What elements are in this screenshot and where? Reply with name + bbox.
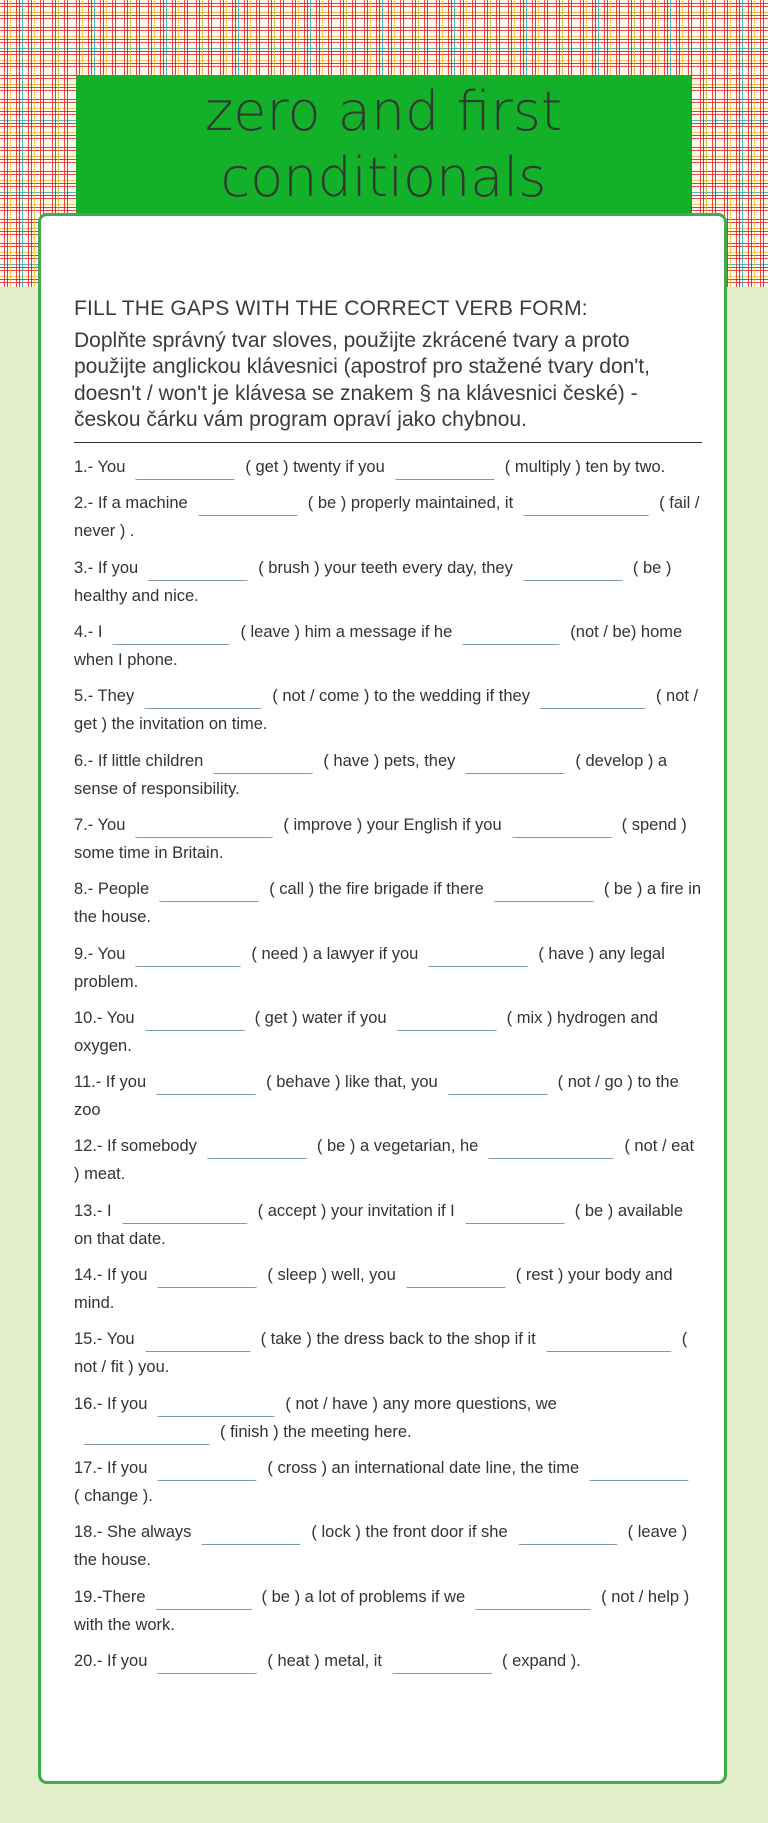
question-text: ( be ) a vegetarian, he (316, 1137, 479, 1156)
answer-blank-input[interactable] (135, 817, 273, 838)
question-item (74, 875, 702, 931)
answer-blank-input[interactable] (84, 1424, 210, 1445)
answer-blank-input[interactable] (546, 1331, 672, 1352)
answer-blank-input[interactable] (540, 688, 646, 709)
answer-blank-input[interactable] (145, 1331, 251, 1352)
title-banner (76, 75, 691, 215)
question-text: ( be ) a fire in the house. (74, 880, 702, 927)
answer-blank-input[interactable] (213, 753, 313, 774)
question-text: ( need ) a lawyer if you (251, 944, 419, 963)
answer-blank-input[interactable] (523, 560, 623, 581)
answer-blank-input[interactable] (156, 1589, 252, 1610)
question-item (74, 1261, 702, 1317)
question-text: 18.- She always (74, 1523, 192, 1542)
question-item (74, 1647, 702, 1675)
question-text: ( change ). (74, 1486, 153, 1505)
answer-blank-input[interactable] (475, 1589, 591, 1610)
question-text: 20.- If you (74, 1651, 148, 1670)
answer-blank-input[interactable] (135, 946, 241, 967)
question-text: ( be ) properly maintained, it (307, 494, 514, 513)
question-item (74, 554, 702, 610)
answer-blank-input[interactable] (406, 1267, 506, 1288)
question-text: ( leave ) the house. (74, 1523, 688, 1570)
question-text: ( be ) available on that date. (74, 1201, 684, 1248)
question-text: ( expand ). (502, 1651, 581, 1670)
answer-blank-input[interactable] (148, 560, 248, 581)
question-text: ( brush ) your teeth every day, they (258, 558, 513, 577)
answer-blank-input[interactable] (589, 1460, 689, 1481)
question-text: ( take ) the dress back to the shop if it (260, 1330, 536, 1349)
question-item (74, 811, 702, 867)
question-text: 17.- If you (74, 1458, 148, 1477)
question-text: 19.-There (74, 1587, 146, 1606)
answer-blank-input[interactable] (159, 881, 259, 902)
question-text: ( heat ) metal, it (267, 1651, 382, 1670)
question-text: ( get ) twenty if you (245, 458, 385, 477)
question-item (74, 1197, 702, 1253)
answer-blank-input[interactable] (135, 459, 235, 480)
question-text: ( behave ) like that, you (266, 1073, 438, 1092)
answer-blank-input[interactable] (201, 1524, 301, 1545)
question-text: ( lock ) the front door if she (311, 1523, 508, 1542)
question-text: ( develop ) a sense of responsibility. (74, 751, 668, 798)
question-text: 4.- I (74, 623, 103, 642)
question-item (74, 618, 702, 674)
question-text: ( accept ) your invitation if I (257, 1201, 455, 1220)
question-text: ( mix ) hydrogen and oxygen. (74, 1008, 658, 1055)
answer-blank-input[interactable] (465, 1203, 565, 1224)
question-text: ( have ) pets, they (323, 751, 456, 770)
question-text: ( not / fit ) you. (74, 1330, 688, 1377)
question-text: 7.- You (74, 815, 126, 834)
answer-blank-input[interactable] (395, 459, 495, 480)
question-text: 14.- If you (74, 1266, 148, 1285)
question-text: (not / be) home when I phone. (74, 623, 683, 670)
question-item (74, 940, 702, 996)
question-text: ( spend ) some time in Britain. (74, 815, 687, 862)
answer-blank-input[interactable] (465, 753, 565, 774)
answer-blank-input[interactable] (518, 1524, 618, 1545)
question-item (74, 1390, 702, 1446)
question-text: ( leave ) him a message if he (240, 623, 453, 642)
question-item (74, 1583, 702, 1639)
question-item (74, 489, 702, 545)
question-item (74, 1454, 702, 1510)
question-text: 16.- If you (74, 1394, 148, 1413)
question-text: ( be ) healthy and nice. (74, 558, 672, 605)
answer-blank-input[interactable] (488, 1138, 614, 1159)
instructions-body: Doplňte správný tvar sloves, použijte zkrácené tvary a proto použijte anglickou klávesnici (apostrof pro stažené tvary don't, doesn't / won't je klávesa se znakem § na klávesnici české) - českou čárku vám program opraví jako chybnou. (74, 329, 650, 431)
page-title: zero and first conditionals (204, 80, 563, 209)
question-text: 8.- People (74, 880, 150, 899)
question-text: 1.- You (74, 458, 126, 477)
question-text: ( finish ) the meeting here. (220, 1422, 412, 1441)
answer-blank-input[interactable] (462, 624, 560, 645)
question-text: ( call ) the fire brigade if there (269, 880, 484, 899)
answer-blank-input[interactable] (144, 688, 262, 709)
question-item (74, 1004, 702, 1060)
question-text: 11.- If you (74, 1073, 147, 1092)
question-text: ( not / eat ) meat. (74, 1137, 695, 1184)
question-text: ( rest ) your body and mind. (74, 1266, 673, 1313)
question-text: 9.- You (74, 944, 126, 963)
question-item (74, 682, 702, 738)
question-text: 10.- You (74, 1008, 135, 1027)
question-text: 3.- If you (74, 558, 139, 577)
question-text: ( not / get ) the invitation on time. (74, 687, 699, 734)
worksheet-content (74, 296, 702, 1683)
question-text: ( sleep ) well, you (267, 1266, 396, 1285)
question-item (74, 747, 702, 803)
answer-blank-input[interactable] (523, 495, 649, 516)
answer-blank-input[interactable] (157, 1653, 257, 1674)
question-item (74, 1068, 702, 1124)
question-item (74, 453, 702, 481)
question-text: ( get ) water if you (254, 1008, 387, 1027)
question-text: 5.- They (74, 687, 135, 706)
question-text: ( not / come ) to the wedding if they (272, 687, 530, 706)
question-text: 6.- If little children (74, 751, 204, 770)
question-item (74, 1518, 702, 1574)
divider (74, 442, 702, 443)
question-text: ( have ) any legal problem. (74, 944, 665, 991)
question-item (74, 1132, 702, 1188)
answer-blank-input[interactable] (157, 1267, 257, 1288)
answer-blank-input[interactable] (494, 881, 594, 902)
answer-blank-input[interactable] (156, 1074, 256, 1095)
question-text: ( not / help ) with the work. (74, 1587, 690, 1634)
question-text: 12.- If somebody (74, 1137, 197, 1156)
answer-blank-input[interactable] (112, 624, 230, 645)
question-text: ( be ) a lot of problems if we (261, 1587, 466, 1606)
answer-blank-input[interactable] (207, 1138, 307, 1159)
question-text: ( fail / never ) . (74, 494, 700, 541)
question-text: 15.- You (74, 1330, 135, 1349)
answer-blank-input[interactable] (397, 1010, 497, 1031)
question-item (74, 1325, 702, 1381)
worksheet-card (38, 213, 727, 1784)
question-text: ( improve ) your English if you (283, 815, 502, 834)
question-text: ( cross ) an international date line, the time (267, 1458, 580, 1477)
answer-blank-input[interactable] (122, 1203, 248, 1224)
question-text: ( not / go ) to the zoo (74, 1073, 679, 1120)
answer-blank-input[interactable] (512, 817, 612, 838)
question-list (74, 453, 702, 1675)
answer-blank-input[interactable] (448, 1074, 548, 1095)
instructions-title: FILL THE GAPS WITH THE CORRECT VERB FORM: (74, 297, 588, 320)
answer-blank-input[interactable] (157, 1460, 257, 1481)
question-text: 13.- I (74, 1201, 112, 1220)
answer-blank-input[interactable] (157, 1396, 275, 1417)
question-text: 2.- If a machine (74, 494, 188, 513)
answer-blank-input[interactable] (428, 946, 528, 967)
answer-blank-input[interactable] (198, 495, 298, 516)
answer-blank-input[interactable] (392, 1653, 492, 1674)
question-text: ( multiply ) ten by two. (504, 458, 666, 477)
answer-blank-input[interactable] (145, 1010, 245, 1031)
question-text: ( not / have ) any more questions, we (285, 1394, 557, 1413)
